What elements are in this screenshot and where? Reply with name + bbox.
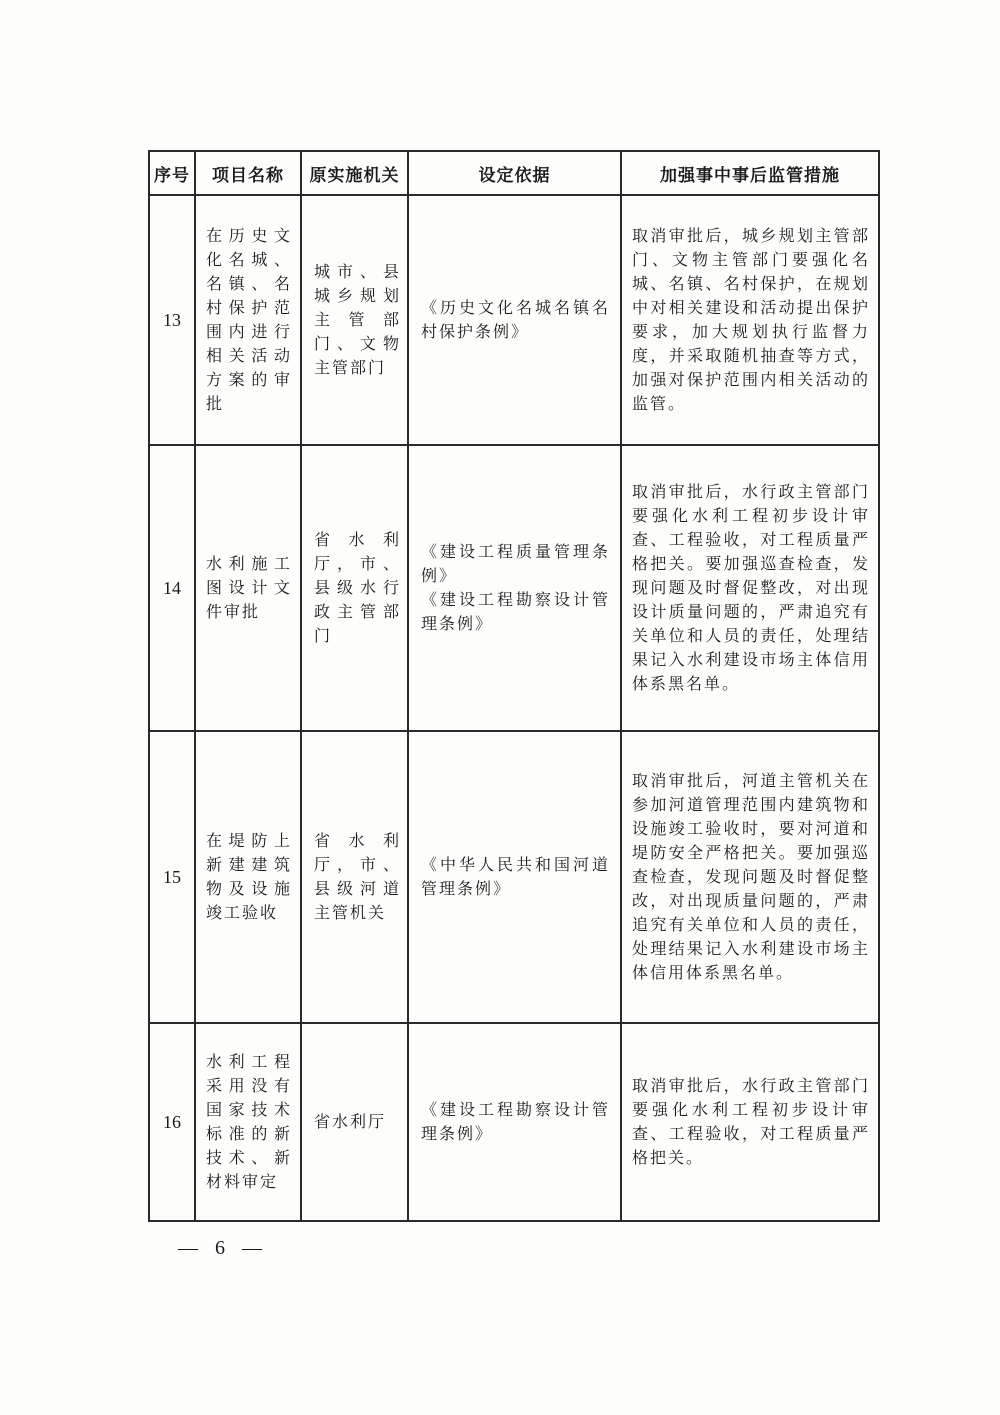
page-number: — 6 — bbox=[178, 1237, 268, 1259]
cell-item-name: 水利施工图设计文件审批 bbox=[195, 445, 301, 731]
header-supervision-measures: 加强事中事后监管措施 bbox=[621, 151, 879, 195]
header-item-name: 项目名称 bbox=[195, 151, 301, 195]
header-serial-number: 序号 bbox=[149, 151, 195, 195]
table-row bbox=[149, 445, 879, 731]
cell-legal-basis: 《中华人民共和国河道管理条例》 bbox=[408, 731, 621, 1023]
header-legal-basis: 设定依据 bbox=[408, 151, 621, 195]
cell-serial-number: 14 bbox=[149, 445, 195, 731]
cell-supervision-measures: 取消审批后，城乡规划主管部门、文物主管部门要强化名城、名镇、名村保护，在规划中对相关建设和活动提出保护要求，加大规划执行监督力度，并采取随机抽查等方式，加强对保护范围内相关活动的监管。 bbox=[621, 195, 879, 445]
cell-serial-number: 13 bbox=[149, 195, 195, 445]
cell-original-authority: 省水利厅，市、县级河道主管机关 bbox=[301, 731, 408, 1023]
cell-item-name: 在历史文化名城、名镇、名村保护范围内进行相关活动方案的审批 bbox=[195, 195, 301, 445]
cell-legal-basis: 《历史文化名城名镇名村保护条例》 bbox=[408, 195, 621, 445]
table-header-row bbox=[149, 151, 879, 195]
cell-original-authority: 省水利厅，市、县级水行政主管部门 bbox=[301, 445, 408, 731]
cell-supervision-measures: 取消审批后，河道主管机关在参加河道管理范围内建筑物和设施竣工验收时，要对河道和堤防安全严格把关。要加强巡查检查，发现问题及时督促整改，对出现质量问题的，严肃追究有关单位和人员的责任，处理结果记入水利建设市场主体信用体系黑名单。 bbox=[621, 731, 879, 1023]
table-row bbox=[149, 195, 879, 445]
cell-item-name: 在堤防上新建建筑物及设施竣工验收 bbox=[195, 731, 301, 1023]
cell-original-authority: 省水利厅 bbox=[301, 1023, 408, 1221]
header-original-authority: 原实施机关 bbox=[301, 151, 408, 195]
cell-legal-basis: 《建设工程勘察设计管理条例》 bbox=[408, 1023, 621, 1221]
cell-supervision-measures: 取消审批后，水行政主管部门要强化水利工程初步设计审查、工程验收，对工程质量严格把关。 bbox=[621, 1023, 879, 1221]
cell-original-authority: 城市、县城乡规划主管部门、文物主管部门 bbox=[301, 195, 408, 445]
cell-supervision-measures: 取消审批后，水行政主管部门要强化水利工程初步设计审查、工程验收，对工程质量严格把关。要加强巡查检查，发现问题及时督促整改，对出现设计质量问题的，严肃追究有关单位和人员的责任，处理结果记入水利建设市场主体信用体系黑名单。 bbox=[621, 445, 879, 731]
table-row bbox=[149, 1023, 879, 1221]
cell-serial-number: 16 bbox=[149, 1023, 195, 1221]
cell-legal-basis: 《建设工程质量管理条例》 《建设工程勘察设计管理条例》 bbox=[408, 445, 621, 731]
cell-serial-number: 15 bbox=[149, 731, 195, 1023]
cell-item-name: 水利工程采用没有国家技术标准的新技术、新材料审定 bbox=[195, 1023, 301, 1221]
measures-table bbox=[148, 150, 880, 1222]
table-row bbox=[149, 731, 879, 1023]
